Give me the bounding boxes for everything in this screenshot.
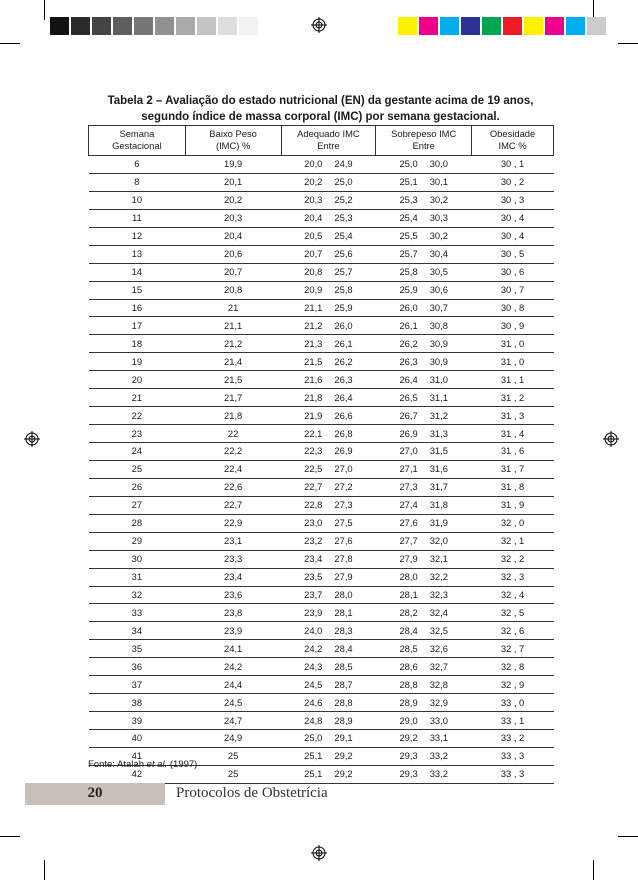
- color-swatch: [197, 17, 216, 35]
- crop-mark: [0, 836, 20, 837]
- cell-obesity: 30 , 8: [472, 299, 554, 317]
- cell-adequate: 24,5 28,7: [281, 676, 376, 694]
- cell-week: 19: [89, 353, 186, 371]
- table-row: [89, 496, 554, 514]
- table-row: [89, 245, 554, 263]
- cell-obesity: 31 , 0: [472, 335, 554, 353]
- color-swatch: [218, 17, 237, 35]
- cell-overweight: 25,1 30,1: [376, 173, 472, 191]
- cell-overweight: 25,7 30,4: [376, 245, 472, 263]
- cell-low-weight: 23,4: [185, 568, 281, 586]
- table-row: [89, 712, 554, 730]
- cell-low-weight: 20,7: [185, 263, 281, 281]
- cell-low-weight: 21,2: [185, 335, 281, 353]
- cell-overweight: 27,1 31,6: [376, 460, 472, 478]
- cell-adequate: 23,2 27,6: [281, 532, 376, 550]
- cell-obesity: 30 , 3: [472, 191, 554, 209]
- nutritional-status-table: [88, 125, 554, 784]
- cell-overweight: 28,9 32,9: [376, 694, 472, 712]
- table-row: [89, 622, 554, 640]
- cell-overweight: 29,0 33,0: [376, 712, 472, 730]
- table-row: [89, 604, 554, 622]
- color-swatch: [155, 17, 174, 35]
- cell-week: 23: [89, 425, 186, 443]
- cell-week: 20: [89, 371, 186, 389]
- header-low-weight: Baixo Peso (IMC) %: [185, 126, 281, 156]
- table-row: [89, 658, 554, 676]
- crop-mark: [593, 860, 594, 880]
- table-row: [89, 281, 554, 299]
- cell-week: 8: [89, 173, 186, 191]
- color-swatch: [482, 17, 501, 35]
- cell-overweight: 26,9 31,3: [376, 425, 472, 443]
- cell-low-weight: 22,9: [185, 514, 281, 532]
- color-swatch: [524, 17, 543, 35]
- table-row: [89, 514, 554, 532]
- cell-overweight: 28,8 32,8: [376, 676, 472, 694]
- table-row: [89, 335, 554, 353]
- cell-overweight: 29,3 33,2: [376, 765, 472, 783]
- cell-obesity: 32 , 2: [472, 550, 554, 568]
- cell-adequate: 21,2 26,0: [281, 317, 376, 335]
- cell-week: 17: [89, 317, 186, 335]
- table-row: [89, 460, 554, 478]
- table-row: [89, 317, 554, 335]
- cell-week: 22: [89, 407, 186, 425]
- cell-week: 30: [89, 550, 186, 568]
- cell-obesity: 32 , 8: [472, 658, 554, 676]
- cell-low-weight: 21,8: [185, 407, 281, 425]
- crop-mark: [618, 43, 638, 44]
- cell-low-weight: 21,5: [185, 371, 281, 389]
- color-swatch: [419, 17, 438, 35]
- cell-obesity: 32 , 0: [472, 514, 554, 532]
- cell-adequate: 20,8 25,7: [281, 263, 376, 281]
- table-row: [89, 443, 554, 461]
- table-row: [89, 730, 554, 748]
- cell-adequate: 23,4 27,8: [281, 550, 376, 568]
- cell-low-weight: 22,2: [185, 443, 281, 461]
- cell-week: 38: [89, 694, 186, 712]
- table-row: [89, 478, 554, 496]
- table-row: [89, 209, 554, 227]
- table-row: [89, 263, 554, 281]
- cell-week: 15: [89, 281, 186, 299]
- registration-mark-icon: [311, 17, 327, 33]
- cell-week: 41: [89, 747, 186, 765]
- cell-week: 27: [89, 496, 186, 514]
- color-swatch: [239, 17, 258, 35]
- cell-overweight: 26,1 30,8: [376, 317, 472, 335]
- cell-week: 40: [89, 730, 186, 748]
- cell-week: 6: [89, 156, 186, 174]
- cell-low-weight: 24,4: [185, 676, 281, 694]
- cell-week: 26: [89, 478, 186, 496]
- cell-adequate: 22,8 27,3: [281, 496, 376, 514]
- table-source: Fonte: Atalah et al. (1997): [88, 759, 198, 770]
- table-row: [89, 299, 554, 317]
- cell-low-weight: 24,5: [185, 694, 281, 712]
- crop-mark: [618, 836, 638, 837]
- table-row: [89, 640, 554, 658]
- cell-overweight: 29,3 33,2: [376, 747, 472, 765]
- table-header-row: [89, 126, 554, 156]
- cell-low-weight: 21,4: [185, 353, 281, 371]
- cell-obesity: 32 , 3: [472, 568, 554, 586]
- table-row: [89, 407, 554, 425]
- cell-obesity: 32 , 1: [472, 532, 554, 550]
- table-row: [89, 389, 554, 407]
- cell-obesity: 31 , 9: [472, 496, 554, 514]
- table-row: [89, 550, 554, 568]
- table-row: [89, 425, 554, 443]
- cell-adequate: 24,0 28,3: [281, 622, 376, 640]
- cell-week: 32: [89, 586, 186, 604]
- table-title-line-1: Tabela 2 – Avaliação do estado nutricional (EN) da gestante acima de 19 anos,: [107, 95, 534, 107]
- cell-adequate: 24,8 28,9: [281, 712, 376, 730]
- cell-obesity: 33 , 3: [472, 747, 554, 765]
- cell-week: 12: [89, 227, 186, 245]
- cell-obesity: 30 , 5: [472, 245, 554, 263]
- cell-week: 11: [89, 209, 186, 227]
- table-row: [89, 227, 554, 245]
- color-swatch: [92, 17, 111, 35]
- table-row: [89, 353, 554, 371]
- cell-overweight: 26,3 30,9: [376, 353, 472, 371]
- cell-week: 42: [89, 765, 186, 783]
- registration-mark-icon: [311, 845, 327, 861]
- color-swatch: [398, 17, 417, 35]
- cell-low-weight: 23,3: [185, 550, 281, 568]
- cell-obesity: 31 , 8: [472, 478, 554, 496]
- color-swatch: [587, 17, 606, 35]
- cell-low-weight: 24,9: [185, 730, 281, 748]
- cell-overweight: 28,5 32,6: [376, 640, 472, 658]
- cell-obesity: 33 , 2: [472, 730, 554, 748]
- cell-overweight: 27,6 31,9: [376, 514, 472, 532]
- cell-low-weight: 19,9: [185, 156, 281, 174]
- cell-obesity: 33 , 3: [472, 765, 554, 783]
- cell-low-weight: 20,6: [185, 245, 281, 263]
- cell-overweight: 25,4 30,3: [376, 209, 472, 227]
- table-row: [89, 173, 554, 191]
- cell-adequate: 24,2 28,4: [281, 640, 376, 658]
- cell-obesity: 31 , 4: [472, 425, 554, 443]
- cell-adequate: 25,1 29,2: [281, 747, 376, 765]
- cell-week: 21: [89, 389, 186, 407]
- cell-adequate: 20,3 25,2: [281, 191, 376, 209]
- cell-low-weight: 20,1: [185, 173, 281, 191]
- crop-mark: [44, 860, 45, 880]
- cell-obesity: 30 , 6: [472, 263, 554, 281]
- cell-overweight: 28,1 32,3: [376, 586, 472, 604]
- cell-adequate: 20,5 25,4: [281, 227, 376, 245]
- cell-adequate: 21,5 26,2: [281, 353, 376, 371]
- cell-low-weight: 23,6: [185, 586, 281, 604]
- cell-adequate: 21,9 26,6: [281, 407, 376, 425]
- cell-overweight: 26,4 31,0: [376, 371, 472, 389]
- cell-adequate: 22,7 27,2: [281, 478, 376, 496]
- cell-overweight: 26,5 31,1: [376, 389, 472, 407]
- cell-obesity: 31 , 7: [472, 460, 554, 478]
- running-footer-title: Protocolos de Obstetrícia: [176, 785, 328, 801]
- cell-adequate: 24,3 28,5: [281, 658, 376, 676]
- cell-obesity: 30 , 4: [472, 209, 554, 227]
- cell-obesity: 30 , 7: [472, 281, 554, 299]
- cell-adequate: 22,1 26,8: [281, 425, 376, 443]
- cell-low-weight: 21: [185, 299, 281, 317]
- header-overweight: Sobrepeso IMC Entre: [376, 126, 472, 156]
- cell-obesity: 31 , 1: [472, 371, 554, 389]
- cell-obesity: 32 , 9: [472, 676, 554, 694]
- cell-overweight: 25,0 30,0: [376, 156, 472, 174]
- cell-low-weight: 20,4: [185, 227, 281, 245]
- cell-overweight: 27,7 32,0: [376, 532, 472, 550]
- cell-adequate: 24,6 28,8: [281, 694, 376, 712]
- cell-low-weight: 20,2: [185, 191, 281, 209]
- crop-mark: [44, 0, 45, 20]
- cell-overweight: 25,9 30,6: [376, 281, 472, 299]
- cell-obesity: 30 , 2: [472, 173, 554, 191]
- cell-adequate: 21,1 25,9: [281, 299, 376, 317]
- cell-week: 33: [89, 604, 186, 622]
- cell-obesity: 31 , 3: [472, 407, 554, 425]
- cell-obesity: 32 , 6: [472, 622, 554, 640]
- color-swatch: [503, 17, 522, 35]
- cell-week: 10: [89, 191, 186, 209]
- cell-week: 13: [89, 245, 186, 263]
- cell-low-weight: 23,8: [185, 604, 281, 622]
- cell-overweight: 29,2 33,1: [376, 730, 472, 748]
- cell-low-weight: 20,3: [185, 209, 281, 227]
- cell-low-weight: 21,1: [185, 317, 281, 335]
- cell-overweight: 27,3 31,7: [376, 478, 472, 496]
- color-swatch: [113, 17, 132, 35]
- cell-adequate: 20,9 25,8: [281, 281, 376, 299]
- cell-adequate: 23,5 27,9: [281, 568, 376, 586]
- registration-mark-icon: [24, 431, 40, 447]
- cell-low-weight: 24,2: [185, 658, 281, 676]
- cell-week: 18: [89, 335, 186, 353]
- cell-obesity: 30 , 4: [472, 227, 554, 245]
- cell-adequate: 21,6 26,3: [281, 371, 376, 389]
- cell-overweight: 26,0 30,7: [376, 299, 472, 317]
- header-adequate: Adequado IMC Entre: [281, 126, 376, 156]
- cell-adequate: 23,0 27,5: [281, 514, 376, 532]
- cell-obesity: 32 , 5: [472, 604, 554, 622]
- page-number: 20: [87, 785, 103, 801]
- cell-adequate: 25,0 29,1: [281, 730, 376, 748]
- cell-low-weight: 25: [185, 765, 281, 783]
- cell-adequate: 23,9 28,1: [281, 604, 376, 622]
- cell-overweight: 25,8 30,5: [376, 263, 472, 281]
- color-swatch: [545, 17, 564, 35]
- cell-low-weight: 22: [185, 425, 281, 443]
- cell-overweight: 28,6 32,7: [376, 658, 472, 676]
- table-row: [89, 371, 554, 389]
- cell-overweight: 26,2 30,9: [376, 335, 472, 353]
- cell-week: 16: [89, 299, 186, 317]
- cell-low-weight: 21,7: [185, 389, 281, 407]
- cell-adequate: 20,4 25,3: [281, 209, 376, 227]
- color-swatch: [566, 17, 585, 35]
- cell-overweight: 27,9 32,1: [376, 550, 472, 568]
- cell-week: 35: [89, 640, 186, 658]
- cell-adequate: 21,8 26,4: [281, 389, 376, 407]
- cell-overweight: 27,4 31,8: [376, 496, 472, 514]
- cell-overweight: 25,5 30,2: [376, 227, 472, 245]
- cell-overweight: 25,3 30,2: [376, 191, 472, 209]
- color-swatch: [176, 17, 195, 35]
- table-row: [89, 568, 554, 586]
- cell-obesity: 33 , 1: [472, 712, 554, 730]
- cell-obesity: 31 , 2: [472, 389, 554, 407]
- cell-week: 14: [89, 263, 186, 281]
- color-swatch: [440, 17, 459, 35]
- table-row: [89, 676, 554, 694]
- cell-obesity: 32 , 4: [472, 586, 554, 604]
- table-row: [89, 532, 554, 550]
- cell-week: 25: [89, 460, 186, 478]
- registration-mark-icon: [603, 431, 619, 447]
- cell-week: 37: [89, 676, 186, 694]
- table-title-line-2: segundo índice de massa corporal (IMC) por semana gestacional.: [141, 111, 500, 123]
- table-title: [88, 93, 553, 125]
- cell-obesity: 30 , 9: [472, 317, 554, 335]
- cell-low-weight: 22,7: [185, 496, 281, 514]
- cell-adequate: 21,3 26,1: [281, 335, 376, 353]
- cell-low-weight: 22,4: [185, 460, 281, 478]
- gray-calibration-bar: [50, 17, 260, 35]
- cell-overweight: 28,0 32,2: [376, 568, 472, 586]
- color-swatch: [50, 17, 69, 35]
- cell-obesity: 33 , 0: [472, 694, 554, 712]
- table-row: [89, 191, 554, 209]
- color-swatch: [461, 17, 480, 35]
- cell-low-weight: 22,6: [185, 478, 281, 496]
- table-row: [89, 156, 554, 174]
- header-obesity: Obesidade IMC %: [472, 126, 554, 156]
- cell-low-weight: 24,7: [185, 712, 281, 730]
- table-row: [89, 586, 554, 604]
- header-week: Semana Gestacional: [89, 126, 186, 156]
- cell-overweight: 27,0 31,5: [376, 443, 472, 461]
- cell-overweight: 28,2 32,4: [376, 604, 472, 622]
- cell-adequate: 23,7 28,0: [281, 586, 376, 604]
- table-row: [89, 694, 554, 712]
- cell-adequate: 20,0 24,9: [281, 156, 376, 174]
- color-calibration-bar: [398, 17, 608, 35]
- cell-obesity: 31 , 0: [472, 353, 554, 371]
- cell-low-weight: 20,8: [185, 281, 281, 299]
- cell-low-weight: 25: [185, 747, 281, 765]
- cell-week: 36: [89, 658, 186, 676]
- cell-week: 24: [89, 443, 186, 461]
- cell-adequate: 25,1 29,2: [281, 765, 376, 783]
- cell-adequate: 22,3 26,9: [281, 443, 376, 461]
- cell-low-weight: 23,9: [185, 622, 281, 640]
- cell-adequate: 20,2 25,0: [281, 173, 376, 191]
- cell-adequate: 22,5 27,0: [281, 460, 376, 478]
- cell-low-weight: 24,1: [185, 640, 281, 658]
- color-swatch: [71, 17, 90, 35]
- cell-week: 34: [89, 622, 186, 640]
- cell-week: 31: [89, 568, 186, 586]
- cell-week: 39: [89, 712, 186, 730]
- cell-obesity: 30 , 1: [472, 156, 554, 174]
- cell-week: 29: [89, 532, 186, 550]
- cell-week: 28: [89, 514, 186, 532]
- color-swatch: [134, 17, 153, 35]
- cell-obesity: 32 , 7: [472, 640, 554, 658]
- crop-mark: [0, 43, 20, 44]
- cell-overweight: 26,7 31,2: [376, 407, 472, 425]
- page-number-box: [25, 783, 165, 805]
- cell-overweight: 28,4 32,5: [376, 622, 472, 640]
- cell-low-weight: 23,1: [185, 532, 281, 550]
- cell-obesity: 31 , 6: [472, 443, 554, 461]
- cell-adequate: 20,7 25,6: [281, 245, 376, 263]
